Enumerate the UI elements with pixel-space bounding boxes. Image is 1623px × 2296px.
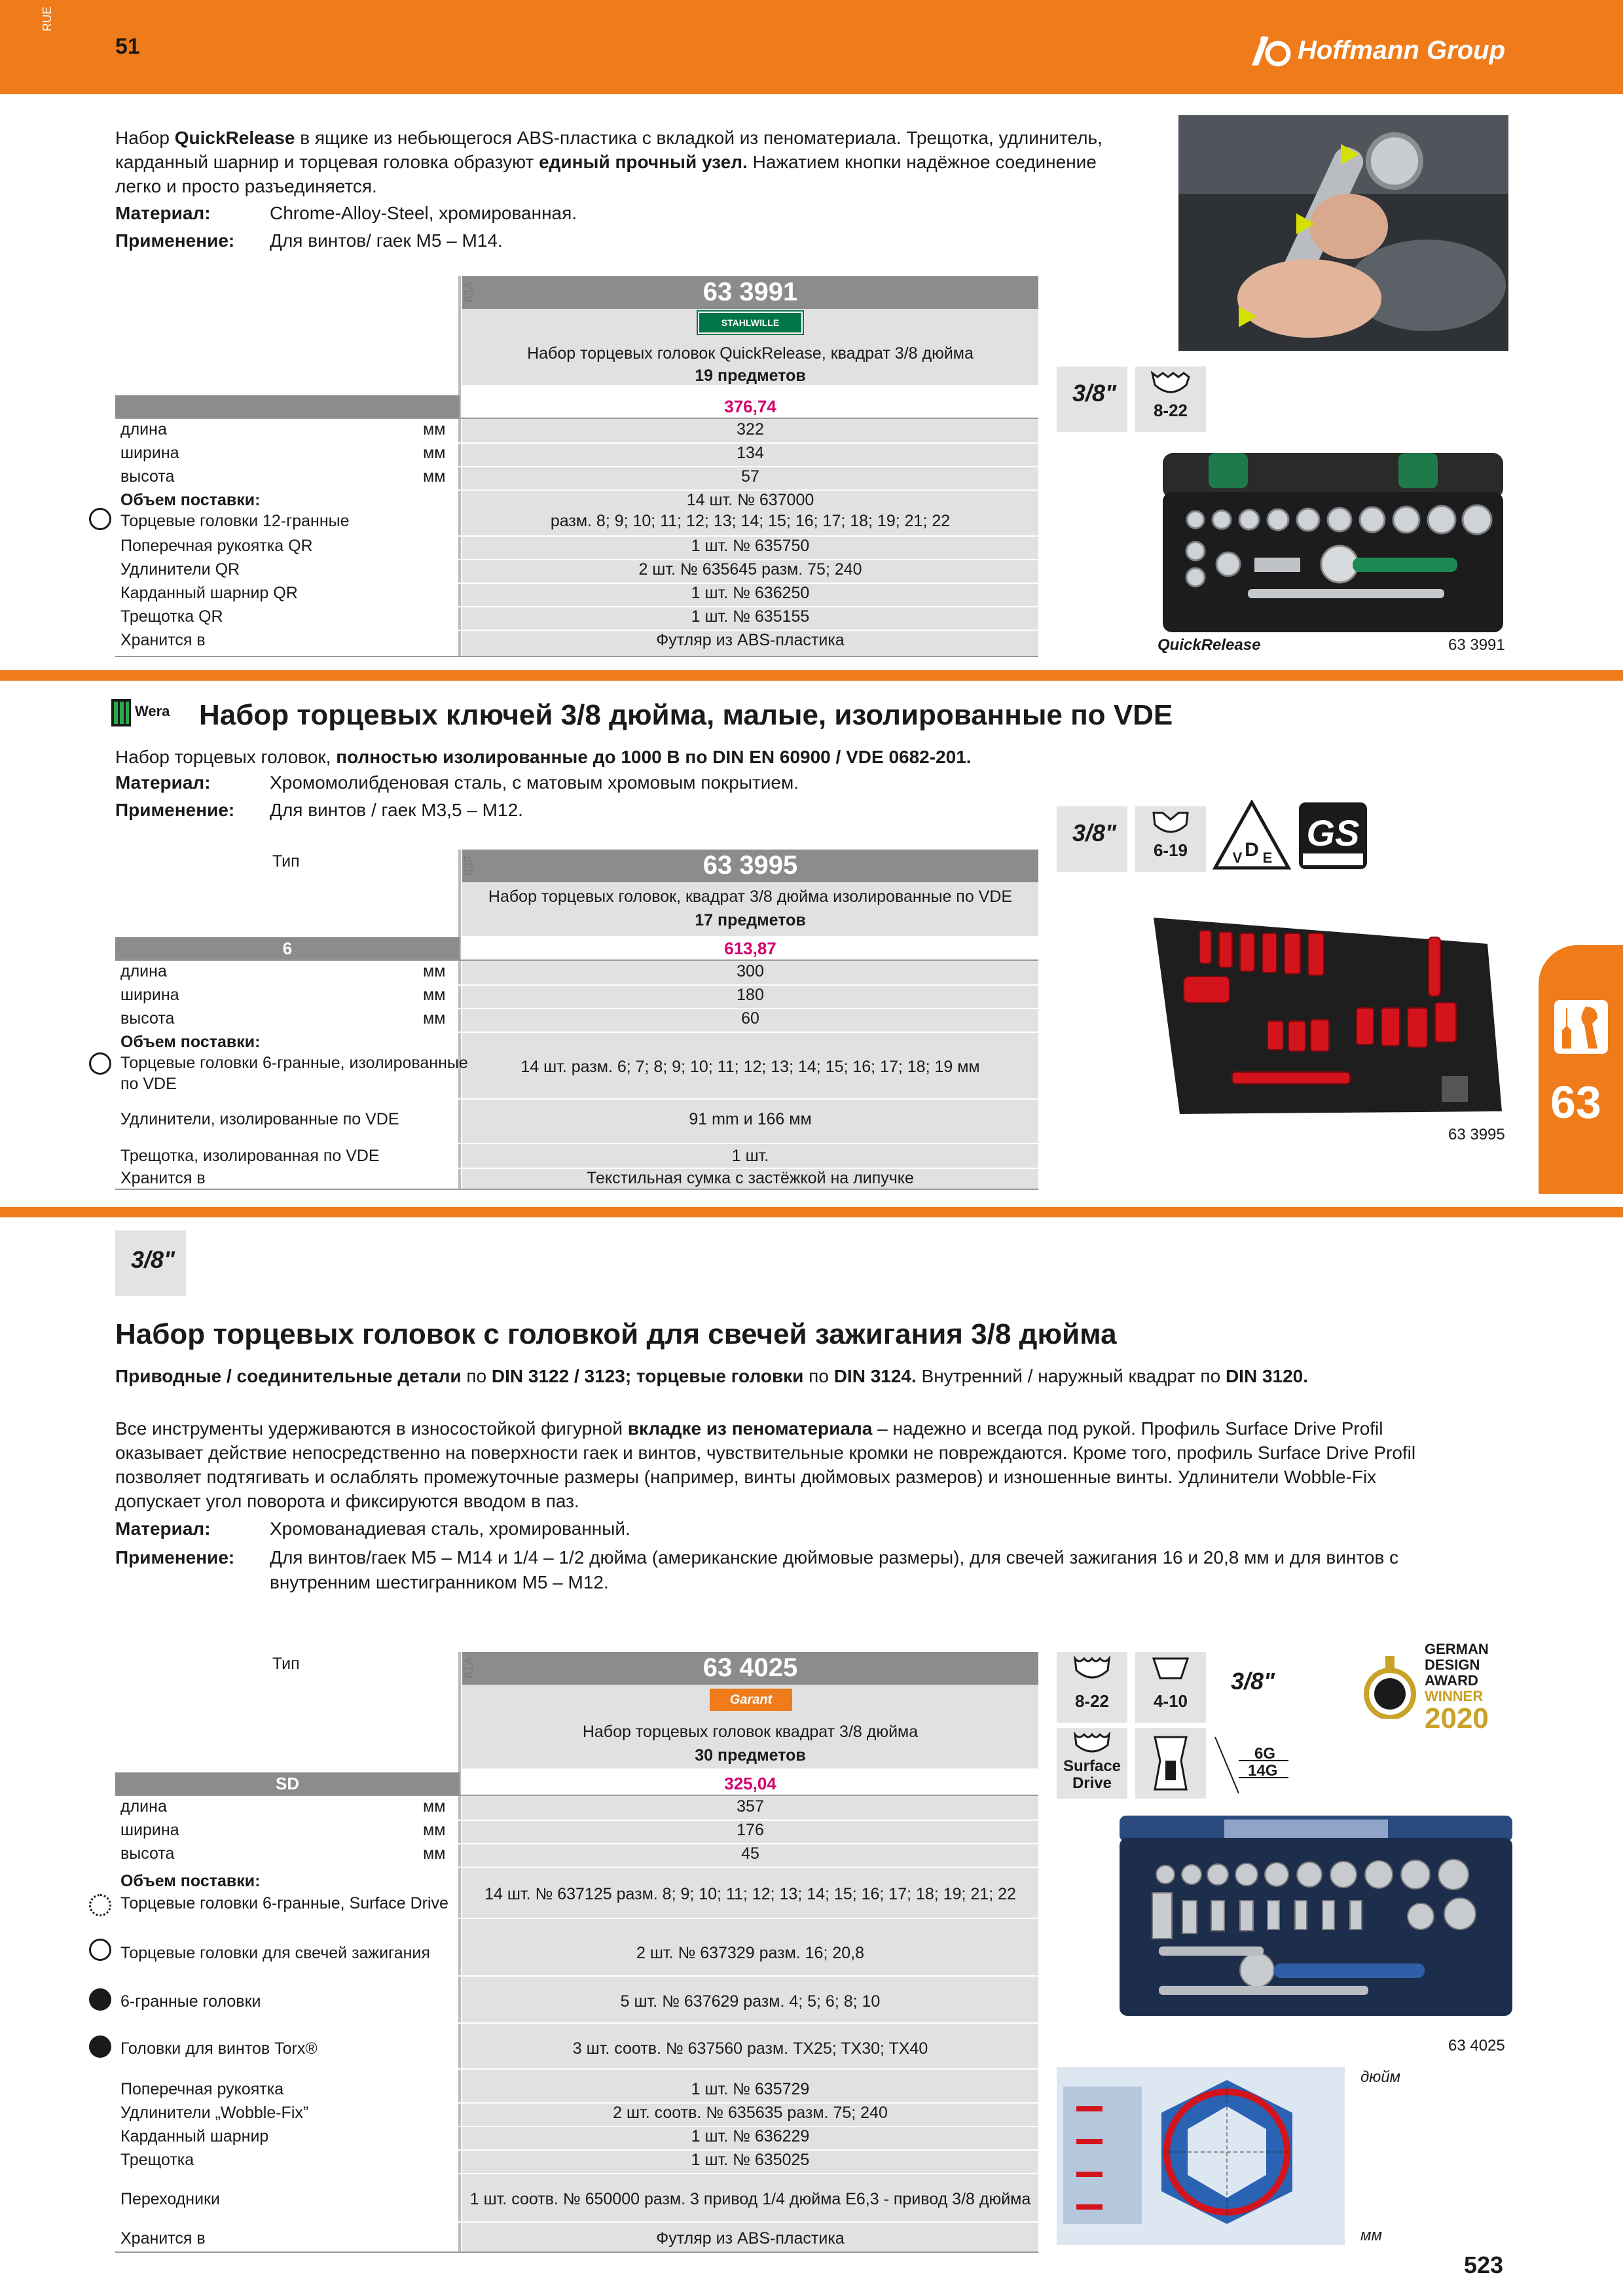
- sec3-use-line2: внутренним шестигранником M5 – M12.: [270, 1572, 609, 1592]
- sec1-material: Chrome-Alloy-Steel, хромированная.: [270, 203, 577, 223]
- sec1-use-label: Применение:: [115, 230, 235, 251]
- drive-size: 3/8": [131, 1246, 175, 1273]
- gauge-badge: [1213, 1734, 1291, 1797]
- gs-mark: [1296, 800, 1370, 872]
- price: 325,04: [724, 1774, 776, 1793]
- tools-icon: [1552, 997, 1611, 1056]
- chapter-number: 51: [115, 34, 140, 59]
- 6-point-socket-icon: [1150, 810, 1192, 836]
- sec1-use: Для винтов/ гаек M5 – M14.: [270, 230, 503, 251]
- sec2-material-label: Материал:: [115, 772, 211, 793]
- gs-safety-icon: [1296, 800, 1370, 872]
- svg-text:V: V: [1232, 850, 1243, 866]
- type-value: SD: [275, 1774, 300, 1793]
- type-value: 6: [282, 939, 293, 958]
- garant-badge: Garant: [710, 1689, 792, 1711]
- wera-set-photo: [1140, 905, 1502, 1122]
- diagram-mm-label: мм: [1360, 2227, 1382, 2244]
- sec2-use: Для винтов / гаек M3,5 – M12.: [270, 800, 523, 820]
- price: 376,74: [724, 397, 776, 416]
- spark-plug-symbol-icon: [89, 1939, 111, 1961]
- vde-triangle-icon: [1213, 800, 1291, 872]
- sec2-intro: Набор торцевых головок, полностью изолированные до 1000 В по DIN EN 60900 / VDE 0682-201.: [115, 747, 972, 767]
- socket-range: 8-22: [1153, 401, 1188, 420]
- surface-drive-diagram-illustration: [1057, 2067, 1345, 2245]
- sec2-use-label: Применение:: [115, 800, 235, 820]
- hex-socket-symbol-icon: [89, 1988, 111, 2011]
- article-number: 63 4025: [702, 1653, 798, 1682]
- wera-logo-icon: [111, 696, 186, 729]
- item-count: 30 предметов: [695, 1746, 806, 1765]
- quickrelease-case-photo: [1156, 446, 1510, 635]
- sec3-norms: Приводные / соединительные детали по DIN 3122 / 3123; торцевые головки по DIN 3124. Внутренний / наружный квадрат по DIN 3120.: [115, 1366, 1309, 1386]
- page-number: 523: [1464, 2251, 1504, 2278]
- case-illustration: [1156, 446, 1510, 635]
- item-count: 17 предметов: [695, 911, 806, 929]
- hex-bit-icon: [1150, 1656, 1192, 1682]
- drive-size: 3/8": [1231, 1668, 1275, 1695]
- drive-size: 3/8": [1072, 380, 1117, 406]
- product-desc: Набор торцевых головок QuickRelease, квадрат 3/8 дюйма: [527, 344, 974, 363]
- surface-drive-symbol-icon: [89, 1894, 111, 1916]
- language-code: RUE: [41, 6, 54, 31]
- price: 613,87: [724, 939, 776, 958]
- type-label: Тип: [272, 1655, 300, 1673]
- sec3-table: Тип 61A 63 4025 Garant Набор торцевых головок квадрат 3/8 дюйма 30 предметов SD 325,04 длина мм 357 ширина мм 176 высота мм 45 Объем поставки: Торцевые головки 6-гранные, Surface Drive 14 шт. № 637125 разм. 8; 9; 10; 11; 12; 13; 14; 15; 16; 17; 18; 19; 21; 22 Торцевые головки для свечей зажигания 2 шт. № 637329 разм. 16; 20,8 6-гранные головки 5 шт. № 637629 разм. 4; 5; 6; 8; 10 Головки для винтов Torx® 3 шт. соотв. № 637560 разм. TX25; TX30; TX40 Поперечная рукоятка 1 шт. № 635729 Удлинители „Wobble-Fix” 2 шт. соотв. № 635635 разм. 75; 240 Карданный шарнир 1 шт. № 636229 Трещотка 1 шт. № 635025 Переходники 1 шт. соотв. № 650000 разм. 3 привод 1/4 дюйма E6,3 - привод 3/8 дюйма Хранится в Футляр из ABS-пластика: [115, 1652, 1038, 2253]
- surface-drive-icon: [1071, 1732, 1113, 1755]
- award-medal-icon: [1362, 1656, 1418, 1719]
- brand-name: Hoffmann Group: [1297, 35, 1505, 65]
- socket-range-badge: [1135, 367, 1206, 432]
- surface-drive-socket-icon: [1071, 1656, 1113, 1682]
- svg-text:Wera: Wera: [135, 703, 170, 719]
- section-divider: [0, 670, 1623, 681]
- socket-range-badge: [1135, 806, 1206, 872]
- svg-text:E: E: [1262, 850, 1273, 866]
- sec3-use-line1: Для винтов/гаек M5 – M14 и 1/4 – 1/2 дюйма (американские дюймовые размеры), для свечей зажигания 16 и 20,8 мм и для винтов с: [270, 1547, 1399, 1568]
- spark-plug-badge: [1135, 1728, 1206, 1799]
- socket-range: 8-22: [1074, 1691, 1110, 1711]
- wera-logo: [111, 696, 186, 729]
- stahlwille-badge: STAHLWILLE: [698, 312, 803, 334]
- diagram-inch-label: дюйм: [1360, 2068, 1401, 2086]
- sec3-body: Все инструменты удерживаются в износостойкой фигурной вкладке из пеноматериала – надежно и всегда под рукой. Профиль Surface Drive Profil оказывает действие непосредственно на поверхности гаек и винтов, чувствительные кромки не повреждаются. Кроме того, профиль Surface Drive Profil позволяет подтягивать и ослаблять промежуточные размеры (например, винты дюймовых размеров) и изношенные винты. Удлинители Wobble-Fix допускает угол поворота и фиксируются вводом в паз.: [115, 1418, 1416, 1511]
- award-text: GERMAN DESIGN AWARD WINNER 2020: [1425, 1641, 1489, 1734]
- vde-mark: [1213, 800, 1291, 872]
- engine-photo: [1178, 115, 1508, 351]
- surface-drive-diagram: [1057, 2067, 1345, 2245]
- gauge-14g: 14G: [1248, 1762, 1278, 1780]
- sec1-material-label: Материал:: [115, 203, 211, 223]
- sec3-title: Набор торцевых головок с головкой для свечей зажигания 3/8 дюйма: [115, 1318, 1117, 1350]
- sec3-use-label: Применение:: [115, 1547, 235, 1568]
- engine-photo-illustration: [1178, 115, 1508, 351]
- surface-drive-label: Surface Drive: [1063, 1757, 1122, 1792]
- 12-point-socket-icon: [1150, 370, 1192, 397]
- hoffmann-logo-icon: [1249, 34, 1291, 67]
- sec2-material: Хромомолибденовая сталь, с матовым хромовым покрытием.: [270, 772, 799, 793]
- hex-range-badge: [1135, 1652, 1206, 1723]
- sec3-material: Хромованадиевая сталь, хромированный.: [270, 1518, 630, 1539]
- chapter-tab: [1539, 945, 1623, 1194]
- section-divider: [0, 1207, 1623, 1217]
- svg-text:D: D: [1245, 839, 1259, 861]
- spark-plug-socket-icon: [1151, 1734, 1190, 1792]
- svg-text:GS: GS: [1306, 812, 1360, 853]
- product-desc: Набор торцевых головок, квадрат 3/8 дюйма изолированные по VDE: [488, 888, 1013, 906]
- socket-12pt-symbol-icon: [89, 508, 111, 530]
- surface-drive-badge: [1057, 1728, 1127, 1799]
- hex-range: 4-10: [1153, 1691, 1188, 1711]
- design-award: [1362, 1636, 1510, 1741]
- chapter-tab-number: 63: [1550, 1077, 1601, 1128]
- sec2-title: Набор торцевых ключей 3/8 дюйма, малые, изолированные по VDE: [199, 699, 1173, 731]
- sec1-intro: Набор QuickRelease в ящике из небьющегося ABS-пластика с вкладкой из пеноматериала. Трещотка, удлинитель, карданный шарнир и торцевая головка образуют единый прочный узел. Нажатием кнопки надёжное соединение легко и просто разъединяется.: [115, 128, 1103, 196]
- gauge-6g: 6G: [1254, 1745, 1276, 1763]
- drive-size: 3/8": [1072, 819, 1117, 846]
- photo-article-number: 63 3995: [1448, 1126, 1505, 1143]
- photo-article-number: 63 4025: [1448, 2037, 1505, 2054]
- photo-caption: QuickRelease: [1158, 636, 1261, 654]
- sec2-table: Тип 63F 63 3995 Набор торцевых головок, квадрат 3/8 дюйма изолированные по VDE 17 предметов 6 613,87 длина мм 300 ширина мм 180 высота мм 60 Объем поставки: Торцевые головки 6-гранные, изолированные 14 шт. разм. 6; 7; 8; 9; 10; 11; 12; 13; 14; 15; 16; 17; 18; 19 мм по VDE Удлинители, изолированные по VDE 91 mm и 166 мм Трещотка, изолированная по VDE 1 шт. Хранится в Текстильная сумка с застёжкой на липучке: [115, 850, 1038, 1190]
- socket-6pt-symbol-icon: [89, 1052, 111, 1075]
- page-header: [0, 0, 1623, 94]
- hoffmann-logo: [1249, 33, 1505, 68]
- item-count: 19 предметов: [695, 367, 806, 385]
- torx-symbol-icon: [89, 2036, 111, 2058]
- socket-range-badge: [1057, 1652, 1127, 1723]
- garant-case-illustration: [1120, 1816, 1512, 2018]
- socket-range: 6-19: [1153, 840, 1188, 860]
- type-label: Тип: [272, 852, 300, 870]
- catalog-tag: 63A: [462, 281, 475, 302]
- article-number: 63 3991: [702, 278, 798, 306]
- product-desc: Набор торцевых головок квадрат 3/8 дюйма: [582, 1723, 919, 1741]
- sec3-material-label: Материал:: [115, 1518, 211, 1539]
- sec1-table: 63A 63 3991 STAHLWILLE Набор торцевых головок QuickRelease, квадрат 3/8 дюйма 19 предметов 376,74 длина мм 322 ширина мм 134 высота мм 57 Объем поставки: 14 шт. № 637000 Торцевые головки 12-гранные разм. 8; 9; 10; 11; 12; 13; 14; 15; 16; 17; 18; 19; 21; 22 Поперечная рукоятка QR 1 шт. № 635750 Удлинители QR 2 шт. № 635645 разм. 75; 240 Карданный шарнир QR 1 шт. № 636250 Трещотка QR 1 шт. № 635155 Хранится в Футляр из ABS-пластика: [115, 276, 1038, 657]
- catalog-tag: 61A: [462, 1657, 475, 1678]
- wera-set-illustration: [1140, 905, 1502, 1122]
- catalog-tag: 63F: [462, 855, 475, 876]
- garant-set-photo: [1120, 1816, 1512, 2018]
- article-number: 63 3995: [702, 851, 798, 880]
- photo-article-number: 63 3991: [1448, 636, 1505, 654]
